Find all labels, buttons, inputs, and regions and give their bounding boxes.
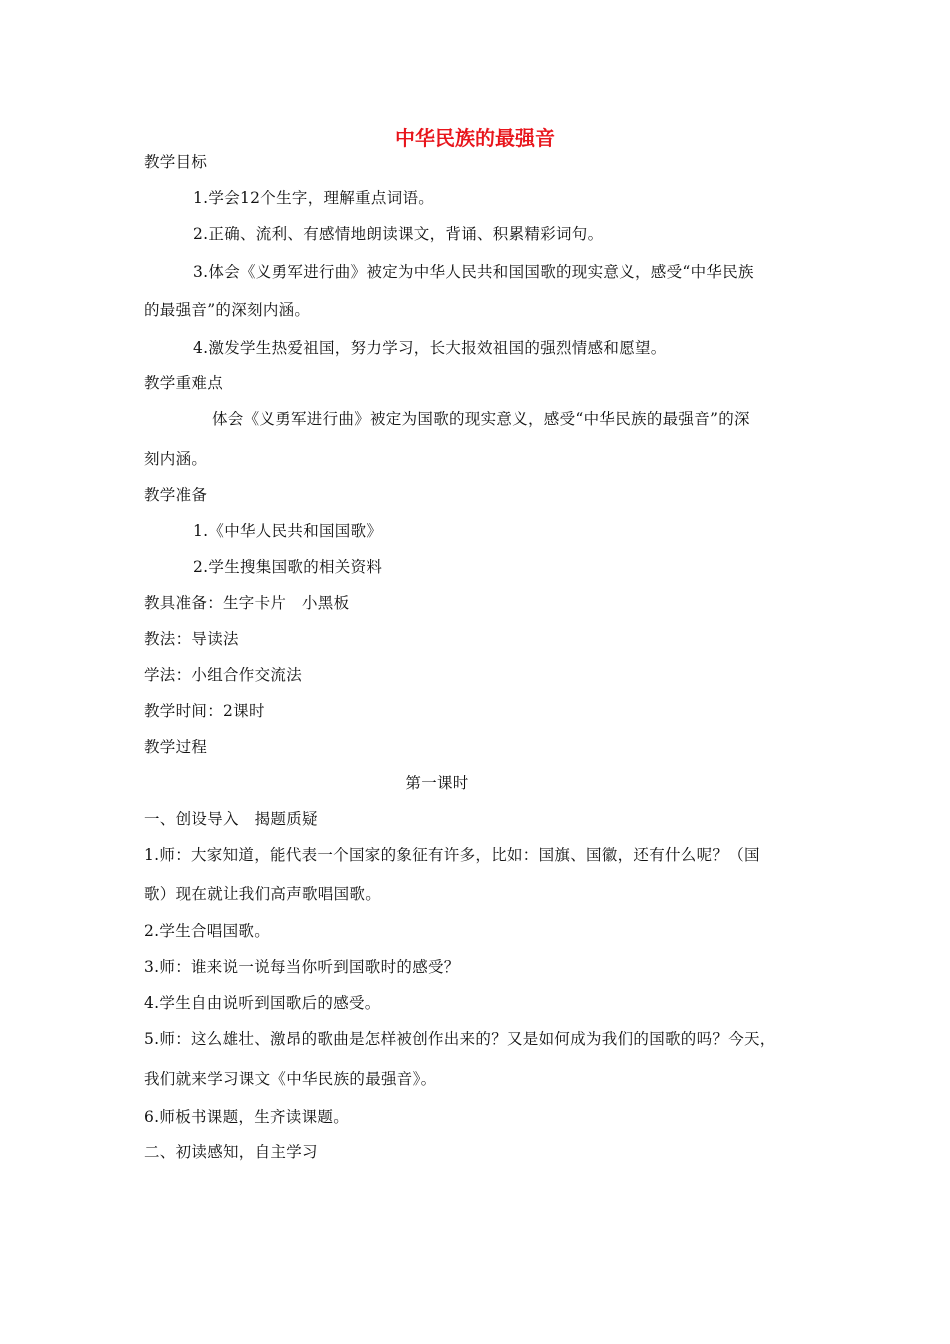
section-one-heading: 一、创设导入 揭题质疑 bbox=[144, 810, 318, 828]
teaching-method: 教法：导读法 bbox=[144, 630, 239, 648]
goal-item-1: 1.学会12个生字，理解重点词语。 bbox=[193, 189, 435, 207]
section-two-heading: 二、初读感知，自主学习 bbox=[144, 1143, 318, 1161]
step-6: 6.师板书课题，生齐读课题。 bbox=[144, 1108, 349, 1126]
step-1-continued: 歌）现在就让我们高声歌唱国歌。 bbox=[144, 885, 382, 903]
preparation-item-1: 1.《中华人民共和国国歌》 bbox=[193, 522, 383, 540]
step-2: 2.学生合唱国歌。 bbox=[144, 922, 270, 940]
goal-item-3-continued: 的最强音”的深刻内涵。 bbox=[144, 301, 311, 319]
heading-preparation: 教学准备 bbox=[144, 486, 208, 504]
step-5: 5.师：这么雄壮、激昂的歌曲是怎样被创作出来的？又是如何成为我们的国歌的吗？今天， bbox=[144, 1030, 776, 1048]
goal-item-2: 2.正确、流利、有感情地朗读课文，背诵、积累精彩词句。 bbox=[193, 225, 604, 243]
key-points-text-continued: 刻内涵。 bbox=[144, 450, 208, 468]
goal-item-4: 4.激发学生热爱祖国，努力学习，长大报效祖国的强烈情感和愿望。 bbox=[193, 339, 667, 357]
teaching-tools: 教具准备：生字卡片 小黑板 bbox=[144, 594, 350, 612]
goal-item-3: 3.体会《义勇军进行曲》被定为中华人民共和国国歌的现实意义，感受“中华民族 bbox=[193, 263, 754, 281]
lesson-one-heading: 第一课时 bbox=[405, 774, 469, 792]
step-5-continued: 我们就来学习课文《中华民族的最强音》。 bbox=[144, 1070, 437, 1088]
step-4: 4.学生自由说听到国歌后的感受。 bbox=[144, 994, 381, 1012]
teaching-time: 教学时间：2课时 bbox=[144, 702, 265, 720]
learning-method: 学法：小组合作交流法 bbox=[144, 666, 303, 684]
document-title: 中华民族的最强音 bbox=[395, 126, 555, 150]
heading-teaching-process: 教学过程 bbox=[144, 738, 208, 756]
heading-teaching-goals: 教学目标 bbox=[144, 153, 208, 171]
preparation-item-2: 2.学生搜集国歌的相关资料 bbox=[193, 558, 383, 576]
heading-key-points: 教学重难点 bbox=[144, 374, 224, 392]
step-3: 3.师：谁来说一说每当你听到国歌时的感受？ bbox=[144, 958, 460, 976]
step-1: 1.师：大家知道，能代表一个国家的象征有许多，比如：国旗、国徽，还有什么呢？（国 bbox=[144, 846, 760, 864]
key-points-text: 体会《义勇军进行曲》被定为国歌的现实意义，感受“中华民族的最强音”的深 bbox=[212, 410, 750, 428]
